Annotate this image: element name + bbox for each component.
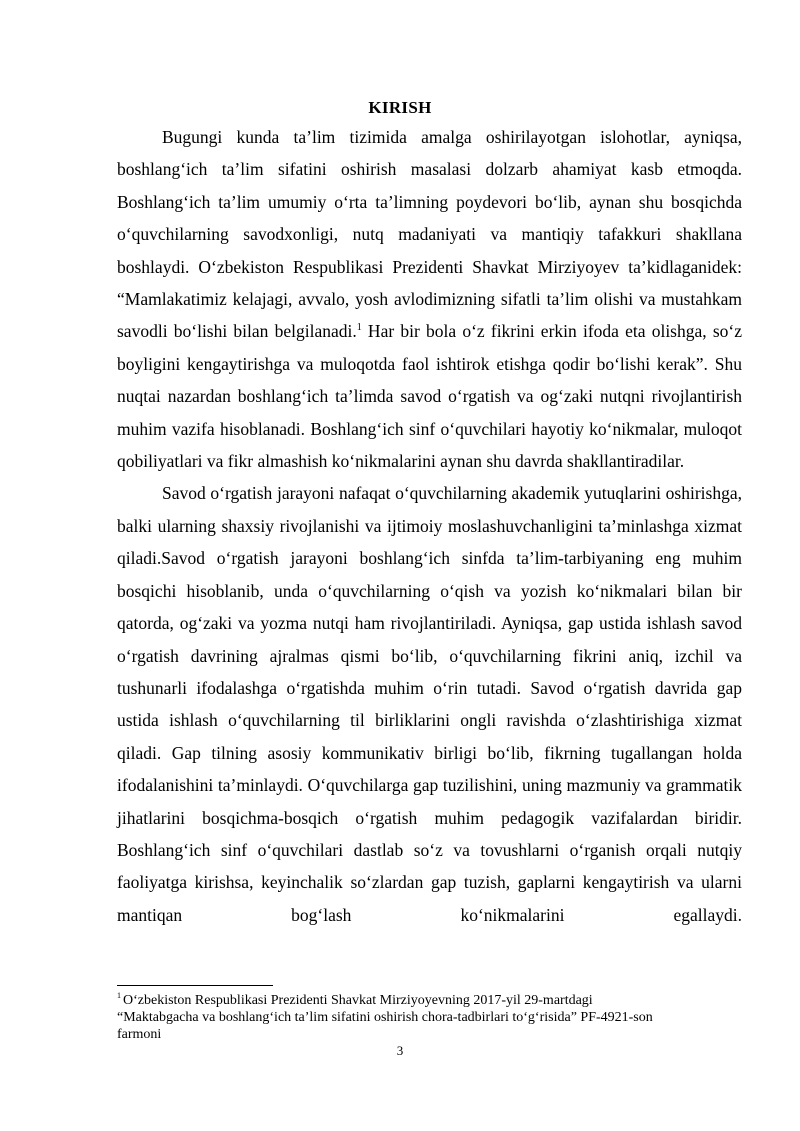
page-number: 3 [396,1043,404,1058]
body-text [117,121,742,931]
paragraph-1-text-after-ref: Har bir bola o‘z fikrini erkin ifoda eta olishga, so‘z boyligini kengaytirishga va muloqotda faol ishtirok etishga qodir bo‘lishi kerak”. Shu nuqtai nazardan boshlang‘ich ta’limda savod o‘rgatish va og‘zaki nutqni rivojlantirish muhim vazifa hisoblanadi. Boshlang‘ich sinf o‘quvchilari hayotiy ko‘nikmalar, muloqot qobiliyatlari va fikr almashish ko‘nikmalarini aynan shu davrda shakllantiradilar. [117,321,742,472]
page-title: KIRISH [368,98,432,117]
footnote-separator [117,985,273,986]
footnote-reference: 1 [356,322,362,334]
paragraph-1 [117,121,742,477]
footnote-marker: 1 [117,991,121,1001]
paragraph-2: Savod o‘rgatish jarayoni nafaqat o‘quvchilarning akademik yutuqlarini oshirishga, balki ularning shaxsiy rivojlanishi va ijtimoiy moslashuvchanligini ta’minlashga xizmat qiladi.Savod o‘rgatish jarayoni boshlang‘ich sinfda ta’lim-tarbiyaning eng muhim bosqichi hisoblanib, unda o‘quvchilarning o‘qish va yozish ko‘nikmalari bilan bir qatorda, og‘zaki va yozma nutqi ham rivojlantiriladi. Ayniqsa, gap ustida ishlash savod o‘rgatish davrining ajralmas qismi bo‘lib, o‘quvchilarning fikrini aniq, izchil va tushunarli ifodalashga o‘rgatishda muhim o‘rin tutadi. Savod o‘rgatish davrida gap ustida ishlash o‘quvchilarning til birliklarini ongli ravishda o‘zlashtirishiga xizmat qiladi. Gap tilning asosiy kommunikativ birligi bo‘lib, fikrning tugallangan holda ifodalanishini ta’minlaydi. O‘quvchilarga gap tuzilishini, uning mazmuniy va grammatik jihatlarini bosqichma-bosqich o‘rgatish muhim pedagogik vazifalardan biridir. Boshlang‘ich sinf o‘quvchilari dastlab so‘z va tovushlarni o‘rganish orqali nutqiy faoliyatga kirishsa, keyinchalik so‘zlardan gap tuzish, gaplarni kengaytirish va ularni mantiqan bog‘lash ko‘nikmalarini egallaydi. [117,483,742,925]
footnote [117,992,677,1043]
paragraph-1-text-before-ref: Bugungi kunda ta’lim tizimida amalga oshirilayotgan islohotlar, ayniqsa, boshlang‘ich ta’lim sifatini oshirish masalasi dolzarb ahamiyat kasb etmoqda. Boshlang‘ich ta’lim umumiy o‘rta ta’limning poydevori bo‘lib, aynan shu bosqichda o‘quvchilarning savodxonligi, nutq madaniyati va mantiqiy tafakkuri shakllana boshlaydi. O‘zbekiston Respublikasi Prezidenti Shavkat Mirziyoyev ta’kidlaganidek: “Mamlakatimiz kelajagi, avvalo, yosh avlodimizning sifatli ta’lim olishi va mustahkam savodli bo‘lishi bilan belgilanadi. [117,127,742,342]
footnote-text: O‘zbekiston Respublikasi Prezidenti Shavkat Mirziyoyevning 2017-yil 29-martdagi “Maktabgacha va boshlang‘ich ta’lim sifatini oshirish chora-tadbirlari to‘g‘risida” PF-4921-son farmoni [117,993,653,1042]
